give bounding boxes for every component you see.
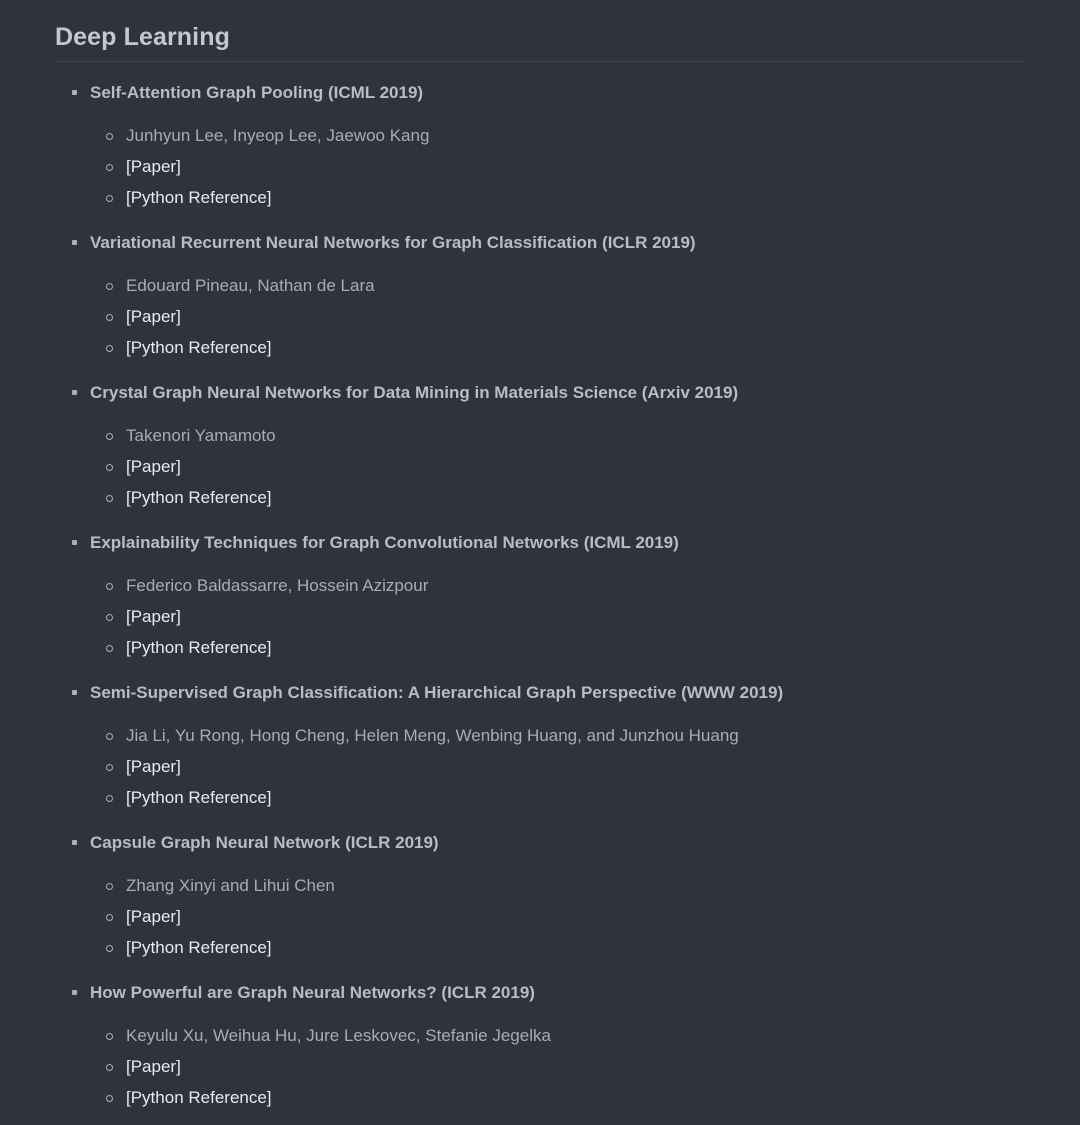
paper-title: How Powerful are Graph Neural Networks? (ICLR 2019) (90, 983, 535, 1002)
circle-bullet-marker (106, 1095, 113, 1102)
paper-item (0, 679, 1080, 829)
circle-bullet-marker (106, 914, 113, 921)
bullet-marker (72, 390, 77, 395)
circle-bullet-marker (106, 314, 113, 321)
circle-bullet-marker (106, 283, 113, 290)
python-reference-link[interactable]: [Python Reference] (126, 938, 272, 957)
circle-bullet-marker (106, 645, 113, 652)
circle-bullet-marker (106, 733, 113, 740)
paper-item (0, 979, 1080, 1125)
bullet-marker (72, 240, 77, 245)
paper-title: Variational Recurrent Neural Networks for Graph Classification (ICLR 2019) (90, 233, 696, 252)
python-reference-link[interactable]: [Python Reference] (126, 338, 272, 357)
heading-divider (55, 61, 1025, 62)
paper-link[interactable]: [Paper] (126, 307, 181, 326)
circle-bullet-marker (106, 764, 113, 771)
paper-authors: Federico Baldassarre, Hossein Azizpour (126, 576, 429, 595)
paper-authors: Jia Li, Yu Rong, Hong Cheng, Helen Meng, Wenbing Huang, and Junzhou Huang (126, 726, 739, 745)
python-reference-link[interactable]: [Python Reference] (126, 788, 272, 807)
circle-bullet-marker (106, 345, 113, 352)
bullet-marker (72, 540, 77, 545)
paper-authors: Zhang Xinyi and Lihui Chen (126, 876, 335, 895)
python-reference-link[interactable]: [Python Reference] (126, 488, 272, 507)
paper-title: Explainability Techniques for Graph Convolutional Networks (ICML 2019) (90, 533, 679, 552)
circle-bullet-marker (106, 945, 113, 952)
paper-link[interactable]: [Paper] (126, 457, 181, 476)
paper-link[interactable]: [Paper] (126, 757, 181, 776)
circle-bullet-marker (106, 1064, 113, 1071)
circle-bullet-marker (106, 433, 113, 440)
paper-title: Self-Attention Graph Pooling (ICML 2019) (90, 83, 424, 102)
paper-authors: Junhyun Lee, Inyeop Lee, Jaewoo Kang (126, 126, 430, 145)
circle-bullet-marker (106, 795, 113, 802)
paper-item (0, 229, 1080, 379)
circle-bullet-marker (106, 464, 113, 471)
bullet-marker (72, 840, 77, 845)
bullet-marker (72, 990, 77, 995)
python-reference-link[interactable]: [Python Reference] (126, 1088, 272, 1107)
paper-item (0, 379, 1080, 529)
paper-link[interactable]: [Paper] (126, 157, 181, 176)
paper-authors: Edouard Pineau, Nathan de Lara (126, 276, 375, 295)
python-reference-link[interactable]: [Python Reference] (126, 188, 272, 207)
circle-bullet-marker (106, 1033, 113, 1040)
paper-link[interactable]: [Paper] (126, 607, 181, 626)
circle-bullet-marker (106, 883, 113, 890)
bullet-marker (72, 690, 77, 695)
circle-bullet-marker (106, 614, 113, 621)
circle-bullet-marker (106, 495, 113, 502)
circle-bullet-marker (106, 195, 113, 202)
circle-bullet-marker (106, 583, 113, 590)
paper-title: Capsule Graph Neural Network (ICLR 2019) (90, 833, 439, 852)
paper-authors: Takenori Yamamoto (126, 426, 276, 445)
python-reference-link[interactable]: [Python Reference] (126, 638, 272, 657)
paper-item (0, 79, 1080, 229)
paper-title: Crystal Graph Neural Networks for Data Mining in Materials Science (Arxiv 2019) (90, 383, 739, 402)
paper-authors: Keyulu Xu, Weihua Hu, Jure Leskovec, Stefanie Jegelka (126, 1026, 551, 1045)
paper-link[interactable]: [Paper] (126, 907, 181, 926)
paper-link[interactable]: [Paper] (126, 1057, 181, 1076)
paper-list (0, 79, 1080, 1125)
paper-item (0, 529, 1080, 679)
paper-title: Semi-Supervised Graph Classification: A Hierarchical Graph Perspective (WWW 2019) (90, 683, 784, 702)
section-heading: Deep Learning (55, 23, 230, 51)
circle-bullet-marker (106, 133, 113, 140)
bullet-marker (72, 90, 77, 95)
paper-item (0, 829, 1080, 979)
circle-bullet-marker (106, 164, 113, 171)
